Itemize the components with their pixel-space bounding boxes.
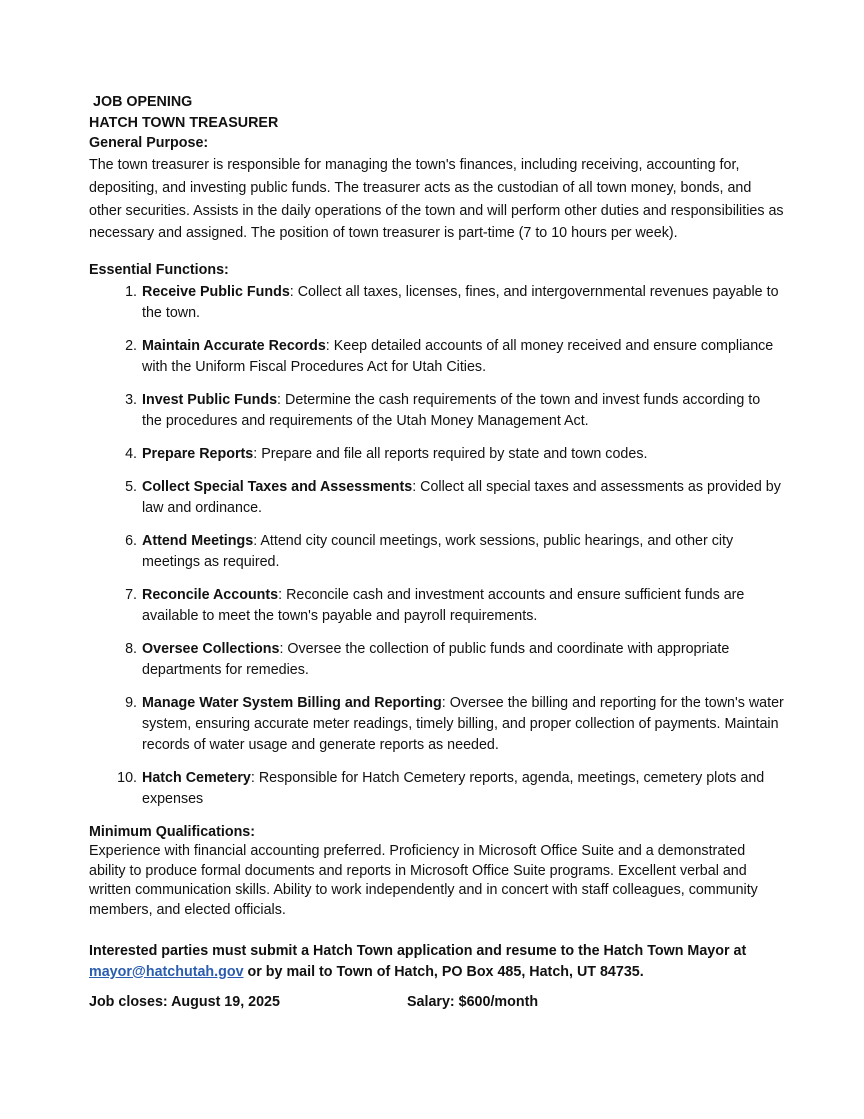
application-text-before: Interested parties must submit a Hatch Town application and resume to the Hatch Town Mayor at: [89, 942, 747, 959]
function-term: Manage Water System Billing and Reporting: [142, 695, 442, 712]
general-purpose-title: General Purpose:: [89, 135, 209, 151]
function-item: [89, 336, 784, 378]
function-term: Attend Meetings: [142, 533, 254, 550]
function-description: : Keep detailed accounts of all money received and ensure compliance with the Uniform Fiscal Procedures Act for Utah Cities.: [142, 338, 774, 376]
application-instructions: [89, 941, 784, 983]
function-description: : Responsible for Hatch Cemetery reports, agenda, meetings, cemetery plots and expenses: [142, 770, 765, 808]
function-description: : Oversee the collection of public funds and coordinate with appropriate departments for remedies.: [142, 641, 730, 679]
general-purpose-text: The town treasurer is responsible for managing the town's finances, including receiving, accounting for, depositing, and investing public funds. The treasurer acts as the custodian of all town money, bonds, and other securities. Assists in the daily operations of the town and will perform other duties and responsibilities as necessary and assigned. The position of town treasurer is part-time (7 to 10 hours per week).: [89, 157, 784, 242]
function-description: : Oversee the billing and reporting for the town's water system, ensuring accurate meter readings, timely billing, and proper collection of payments. Maintain records of water usage and generate reports as needed.: [142, 695, 784, 754]
function-description: : Prepare and file all reports required by state and town codes.: [253, 446, 648, 463]
function-number: 5.: [125, 479, 137, 496]
function-number: 2.: [125, 338, 137, 355]
salary-info: Salary: $600/month: [407, 993, 539, 1010]
function-item: [89, 585, 784, 627]
function-item: [89, 444, 784, 465]
function-item: [89, 693, 784, 756]
function-number: 3.: [125, 392, 137, 409]
minimum-qualifications-title: Minimum Qualifications:: [89, 824, 256, 841]
function-term: Prepare Reports: [142, 446, 254, 463]
function-description: : Collect all taxes, licenses, fines, and intergovernmental revenues payable to the town.: [142, 284, 779, 322]
function-number: 6.: [125, 533, 137, 550]
function-item: [89, 282, 784, 324]
function-item: [89, 639, 784, 681]
function-term: Oversee Collections: [142, 641, 280, 658]
job-footer: [89, 992, 784, 1013]
function-number: 1.: [125, 284, 137, 301]
function-number: 7.: [125, 587, 137, 604]
function-description: : Reconcile cash and investment accounts and ensure sufficient funds are available to meet the town's payable and payroll requirements.: [142, 587, 745, 625]
minimum-qualifications-text: Experience with financial accounting preferred. Proficiency in Microsoft Office Suite and a demonstrated ability to produce formal documents and reports in Microsoft Office Suite programs. Excellent verbal and written communication skills. Ability to work independently and in concert with staff colleagues, community members, and elected officials.: [89, 843, 758, 918]
document-content: [89, 92, 784, 1013]
function-item: [89, 390, 784, 432]
job-opening-heading: JOB OPENING: [93, 94, 193, 110]
function-description: : Determine the cash requirements of the town and invest funds according to the procedures and requirements of the Utah Money Management Act.: [142, 392, 761, 430]
essential-functions-list: [89, 282, 784, 810]
function-term: Invest Public Funds: [142, 392, 278, 409]
function-description: : Attend city council meetings, work sessions, public hearings, and other city meetings as required.: [142, 533, 734, 571]
application-text-after: or by mail to Town of Hatch, PO Box 485, Hatch, UT 84735.: [243, 963, 644, 980]
mayor-email-link[interactable]: mayor@hatchutah.gov: [89, 963, 244, 980]
function-term: Collect Special Taxes and Assessments: [142, 479, 413, 496]
function-item: [89, 531, 784, 573]
essential-functions-title: Essential Functions:: [89, 262, 229, 279]
function-item: [89, 768, 784, 810]
function-description: : Collect all special taxes and assessments as provided by law and ordinance.: [142, 479, 781, 517]
function-number: 9.: [125, 695, 137, 712]
function-term: Reconcile Accounts: [142, 587, 279, 604]
function-number: 10.: [117, 770, 137, 787]
function-item: [89, 477, 784, 519]
function-number: 8.: [125, 641, 137, 658]
function-term: Maintain Accurate Records: [142, 338, 326, 355]
function-term: Hatch Cemetery: [142, 770, 251, 787]
position-title: HATCH TOWN TREASURER: [89, 115, 279, 131]
function-number: 4.: [125, 446, 137, 463]
job-closes-date: Job closes: August 19, 2025: [89, 993, 280, 1010]
function-term: Receive Public Funds: [142, 284, 290, 301]
